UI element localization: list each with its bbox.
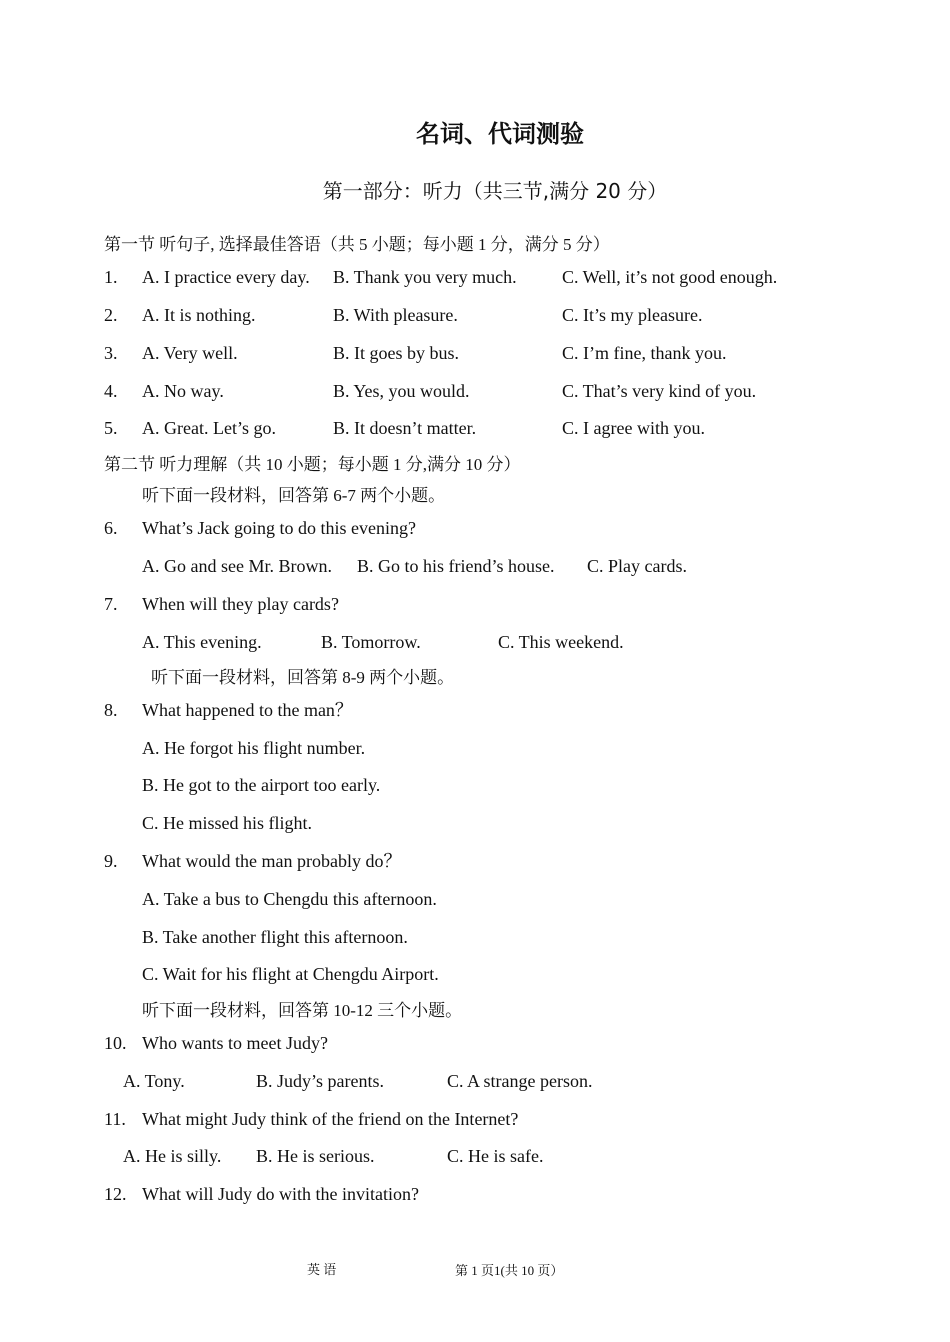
option-a: A. He forgot his flight number. bbox=[142, 738, 366, 758]
option-c: C. It’s my pleasure. bbox=[562, 305, 703, 325]
question-number: 12. bbox=[104, 1184, 127, 1204]
option-c: C. This weekend. bbox=[498, 632, 624, 652]
option-a: A. Very well. bbox=[142, 343, 238, 363]
option-b: B. It goes by bus. bbox=[333, 343, 459, 363]
option-b: B. Tomorrow. bbox=[321, 632, 421, 652]
option-a: A. No way. bbox=[142, 381, 224, 401]
option-c: C. Well, it’s not good enough. bbox=[562, 267, 778, 287]
option-a: A. Tony. bbox=[123, 1071, 185, 1091]
question-number: 5. bbox=[104, 418, 118, 438]
page-title: 名词、代词测验 bbox=[416, 120, 584, 148]
option-b: B. Judy’s parents. bbox=[256, 1071, 384, 1091]
question-text: What might Judy think of the friend on the Internet? bbox=[142, 1109, 519, 1129]
option-c: C. That’s very kind of you. bbox=[562, 381, 757, 401]
option-a: A. It is nothing. bbox=[142, 305, 256, 325]
section2-heading: 第二节 听力理解（共 10 小题；每小题 1 分,满分 10 分） bbox=[104, 455, 521, 474]
option-a: A. He is silly. bbox=[123, 1146, 222, 1166]
option-c: C. He missed his flight. bbox=[142, 813, 312, 833]
option-c: C. A strange person. bbox=[447, 1071, 593, 1091]
part-heading: 第一部分：听力（共三节,满分 20 分） bbox=[322, 179, 668, 203]
listening-instruction: 听下面一段材料，回答第 10-12 三个小题。 bbox=[142, 1001, 463, 1020]
section1-heading: 第一节 听句子, 选择最佳答语（共 5 小题；每小题 1 分，满分 5 分） bbox=[104, 235, 610, 254]
option-b: B. Yes, you would. bbox=[333, 381, 470, 401]
listening-instruction: 听下面一段材料，回答第 6-7 两个小题。 bbox=[142, 486, 446, 505]
question-number: 3. bbox=[104, 343, 118, 363]
option-a: A. I practice every day. bbox=[142, 267, 310, 287]
option-b: B. Take another flight this afternoon. bbox=[142, 927, 408, 947]
question-number: 7. bbox=[104, 594, 118, 614]
option-c: C. I’m fine, thank you. bbox=[562, 343, 727, 363]
footer-page-info: 第 1 页1(共 10 页） bbox=[455, 1263, 564, 1278]
question-number: 2. bbox=[104, 305, 118, 325]
question-number: 8. bbox=[104, 700, 118, 720]
option-b: B. He is serious. bbox=[256, 1146, 375, 1166]
question-number: 10. bbox=[104, 1033, 127, 1053]
option-c: C. Play cards. bbox=[587, 556, 687, 576]
option-c: C. He is safe. bbox=[447, 1146, 544, 1166]
question-number: 11. bbox=[104, 1109, 126, 1129]
option-a: A. Great. Let’s go. bbox=[142, 418, 276, 438]
option-a: A. Go and see Mr. Brown. bbox=[142, 556, 332, 576]
question-number: 9. bbox=[104, 851, 118, 871]
question-text: What would the man probably do？ bbox=[142, 851, 402, 871]
question-text: When will they play cards? bbox=[142, 594, 339, 614]
question-text: What happened to the man？ bbox=[142, 700, 353, 720]
question-text: What’s Jack going to do this evening? bbox=[142, 518, 416, 538]
option-a: A. Take a bus to Chengdu this afternoon. bbox=[142, 889, 437, 909]
footer-subject: 英 语 bbox=[307, 1262, 337, 1277]
question-number: 1. bbox=[104, 267, 118, 287]
option-b: B. He got to the airport too early. bbox=[142, 775, 381, 795]
option-b: B. With pleasure. bbox=[333, 305, 458, 325]
question-number: 6. bbox=[104, 518, 118, 538]
question-number: 4. bbox=[104, 381, 118, 401]
option-b: B. Go to his friend’s house. bbox=[357, 556, 555, 576]
option-b: B. Thank you very much. bbox=[333, 267, 517, 287]
question-text: Who wants to meet Judy? bbox=[142, 1033, 328, 1053]
option-c: C. I agree with you. bbox=[562, 418, 705, 438]
option-a: A. This evening. bbox=[142, 632, 262, 652]
option-b: B. It doesn’t matter. bbox=[333, 418, 477, 438]
option-c: C. Wait for his flight at Chengdu Airport. bbox=[142, 964, 439, 984]
question-text: What will Judy do with the invitation? bbox=[142, 1184, 419, 1204]
listening-instruction: 听下面一段材料，回答第 8-9 两个小题。 bbox=[151, 668, 455, 687]
